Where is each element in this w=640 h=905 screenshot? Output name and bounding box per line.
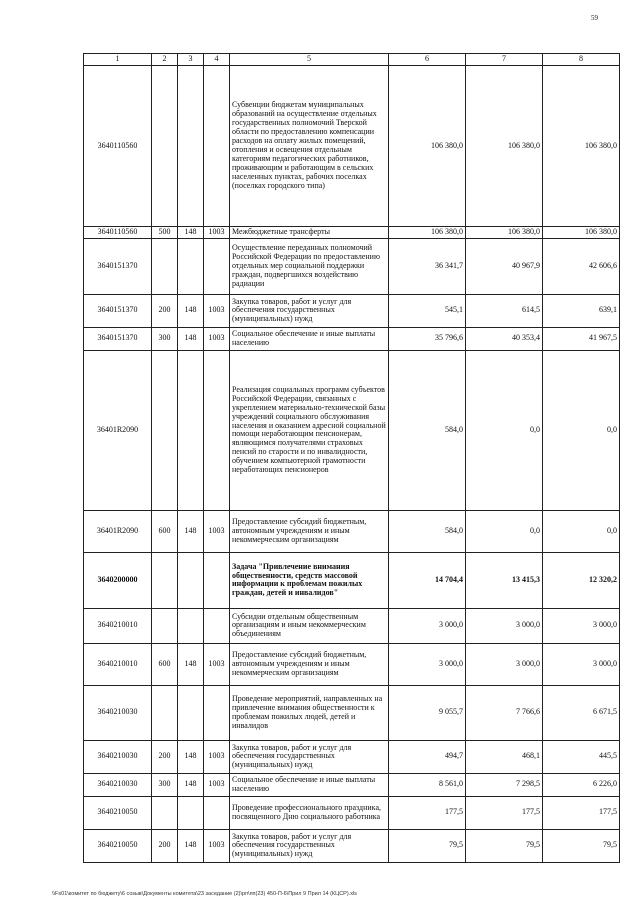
vr-cell: 600 [152,643,178,685]
vr-cell [152,608,178,643]
ministry-cell [178,350,204,510]
section-cell [204,66,230,227]
value-2017-cell: 3 000,0 [389,643,466,685]
value-2018-cell: 0,0 [466,350,543,510]
description-cell: Социальное обеспечение и иные выплаты населению [230,773,389,796]
value-2018-cell: 468,1 [466,740,543,773]
value-2018-cell: 13 415,3 [466,552,543,608]
table-row [84,796,620,829]
header-cell: 4 [204,54,230,66]
header-cell: 5 [230,54,389,66]
vr-cell: 200 [152,740,178,773]
code-cell: 3640151370 [84,238,152,294]
description-cell: Закупка товаров, работ и услуг для обеспечения государственных (муниципальных) нужд [230,829,389,862]
ministry-cell [178,66,204,227]
value-2019-cell: 106 380,0 [543,66,620,227]
description-cell: Закупка товаров, работ и услуг для обеспечения государственных (муниципальных) нужд [230,740,389,773]
description-cell: Предоставление субсидий бюджетным, автономным учреждениям и иным некоммерческим организациям [230,510,389,552]
section-cell [204,796,230,829]
value-2018-cell: 7 766,6 [466,685,543,740]
code-cell: 3640151370 [84,327,152,350]
value-2018-cell: 3 000,0 [466,643,543,685]
vr-cell: 600 [152,510,178,552]
section-cell: 1003 [204,740,230,773]
value-2017-cell: 584,0 [389,350,466,510]
ministry-cell [178,238,204,294]
code-cell: 36401R2090 [84,350,152,510]
description-cell: Проведение профессионального праздника, посвященного Дню социального работника [230,796,389,829]
section-cell: 1003 [204,643,230,685]
table-row [84,552,620,608]
description-cell: Задача "Привлечение внимания общественности, средств массовой информации к проблемам пожилых граждан, детей и инвалидов" [230,552,389,608]
section-cell [204,685,230,740]
code-cell: 3640200000 [84,552,152,608]
header-cell: 7 [466,54,543,66]
value-2017-cell: 106 380,0 [389,66,466,227]
value-2019-cell: 445,5 [543,740,620,773]
value-2018-cell: 177,5 [466,796,543,829]
table-row [84,643,620,685]
description-cell: Реализация социальных программ субъектов Российской Федерации, связанных с укреплением материально-технической базы учреждений социального обслуживания населения и оказанием адресной социальной помощи неработающим пенсионерам, являющимся получателями страховых пенсий по старости и по инвалидности, обучением компьютерной грамотности неработающих пенсионеров [230,350,389,510]
value-2018-cell: 614,5 [466,294,543,327]
section-cell: 1003 [204,294,230,327]
description-cell: Субвенции бюджетам муниципальных образований на осуществление отдельных государственных полномочий Тверской области по предоставлению компенсации расходов на оплату жилых помещений, отопления и освещения отдельным категориям педагогических работников, проживающим и работающим в сельских населенных пунктах, рабочих поселках (поселках городского типа) [230,66,389,227]
code-cell: 3640210050 [84,829,152,862]
vr-cell: 200 [152,829,178,862]
table-row [84,350,620,510]
value-2017-cell: 545,1 [389,294,466,327]
table-row [84,238,620,294]
code-cell: 3640210010 [84,643,152,685]
value-2018-cell: 40 353,4 [466,327,543,350]
table-row [84,66,620,227]
ministry-cell [178,552,204,608]
value-2019-cell: 3 000,0 [543,643,620,685]
value-2017-cell: 494,7 [389,740,466,773]
vr-cell: 500 [152,227,178,239]
table-row [84,740,620,773]
table-row [84,294,620,327]
code-cell: 3640210010 [84,608,152,643]
value-2018-cell: 3 000,0 [466,608,543,643]
value-2019-cell: 6 226,0 [543,773,620,796]
value-2017-cell: 35 796,6 [389,327,466,350]
ministry-cell: 148 [178,294,204,327]
vr-cell: 300 [152,327,178,350]
table-row [84,510,620,552]
header-cell: 8 [543,54,620,66]
description-cell: Межбюджетные трансферты [230,227,389,239]
value-2019-cell: 12 320,2 [543,552,620,608]
section-cell [204,350,230,510]
section-cell [204,552,230,608]
value-2017-cell: 8 561,0 [389,773,466,796]
code-cell: 3640110560 [84,227,152,239]
section-cell: 1003 [204,829,230,862]
value-2018-cell: 106 380,0 [466,66,543,227]
section-cell: 1003 [204,773,230,796]
description-cell: Осуществление переданных полномочий Российской Федерации по предоставлению отдельных мер социальной поддержки граждан, подвергшихся воздействию радиации [230,238,389,294]
code-cell: 3640210030 [84,773,152,796]
value-2017-cell: 9 055,7 [389,685,466,740]
ministry-cell: 148 [178,773,204,796]
ministry-cell [178,796,204,829]
value-2017-cell: 106 380,0 [389,227,466,239]
table-row [84,829,620,862]
ministry-cell: 148 [178,740,204,773]
value-2017-cell: 14 704,4 [389,552,466,608]
code-cell: 3640210030 [84,685,152,740]
value-2019-cell: 106 380,0 [543,227,620,239]
value-2019-cell: 0,0 [543,350,620,510]
header-cell: 1 [84,54,152,66]
code-cell: 36401R2090 [84,510,152,552]
ministry-cell: 148 [178,829,204,862]
ministry-cell [178,608,204,643]
code-cell: 3640110560 [84,66,152,227]
value-2018-cell: 0,0 [466,510,543,552]
vr-cell: 200 [152,294,178,327]
table-row [84,685,620,740]
table-body [84,54,620,863]
value-2018-cell: 40 967,9 [466,238,543,294]
value-2019-cell: 639,1 [543,294,620,327]
vr-cell [152,685,178,740]
ministry-cell [178,685,204,740]
value-2018-cell: 7 298,5 [466,773,543,796]
vr-cell [152,552,178,608]
value-2019-cell: 79,5 [543,829,620,862]
ministry-cell: 148 [178,510,204,552]
table-row [84,227,620,239]
vr-cell [152,66,178,227]
vr-cell [152,238,178,294]
vr-cell: 300 [152,773,178,796]
vr-cell [152,350,178,510]
description-cell: Предоставление субсидий бюджетным, автономным учреждениям и иным некоммерческим организациям [230,643,389,685]
value-2019-cell: 177,5 [543,796,620,829]
code-cell: 3640210030 [84,740,152,773]
description-cell: Социальное обеспечение и иные выплаты населению [230,327,389,350]
ministry-cell: 148 [178,327,204,350]
table-row [84,608,620,643]
section-cell: 1003 [204,327,230,350]
code-cell: 3640210050 [84,796,152,829]
description-cell: Проведение мероприятий, направленных на привлечение внимания общественности к проблемам пожилых людей, детей и инвалидов [230,685,389,740]
value-2017-cell: 177,5 [389,796,466,829]
description-cell: Закупка товаров, работ и услуг для обеспечения государственных (муниципальных) нужд [230,294,389,327]
vr-cell [152,796,178,829]
ministry-cell: 148 [178,643,204,685]
section-cell: 1003 [204,510,230,552]
value-2017-cell: 584,0 [389,510,466,552]
value-2017-cell: 36 341,7 [389,238,466,294]
value-2017-cell: 79,5 [389,829,466,862]
value-2017-cell: 3 000,0 [389,608,466,643]
table-header-row [84,54,620,66]
page-number: 59 [591,14,598,22]
header-cell: 6 [389,54,466,66]
value-2018-cell: 106 380,0 [466,227,543,239]
header-cell: 3 [178,54,204,66]
description-cell: Субсидии отдельным общественным организациям и иным некоммерческим объединениям [230,608,389,643]
value-2018-cell: 79,5 [466,829,543,862]
ministry-cell: 148 [178,227,204,239]
table-row [84,327,620,350]
section-cell [204,238,230,294]
code-cell: 3640151370 [84,294,152,327]
section-cell [204,608,230,643]
value-2019-cell: 41 967,5 [543,327,620,350]
value-2019-cell: 6 671,5 [543,685,620,740]
budget-table [83,53,620,863]
value-2019-cell: 3 000,0 [543,608,620,643]
value-2019-cell: 42 606,6 [543,238,620,294]
file-path-footer: \\Fs01\комитет по бюджету\6 созыв\Документы комитета\23 заседание (2)\рп\пп(23) 450-П-6\Прил 9 Прил 14 (КЦСР).xls [52,891,357,897]
header-cell: 2 [152,54,178,66]
value-2019-cell: 0,0 [543,510,620,552]
table-row [84,773,620,796]
section-cell: 1003 [204,227,230,239]
